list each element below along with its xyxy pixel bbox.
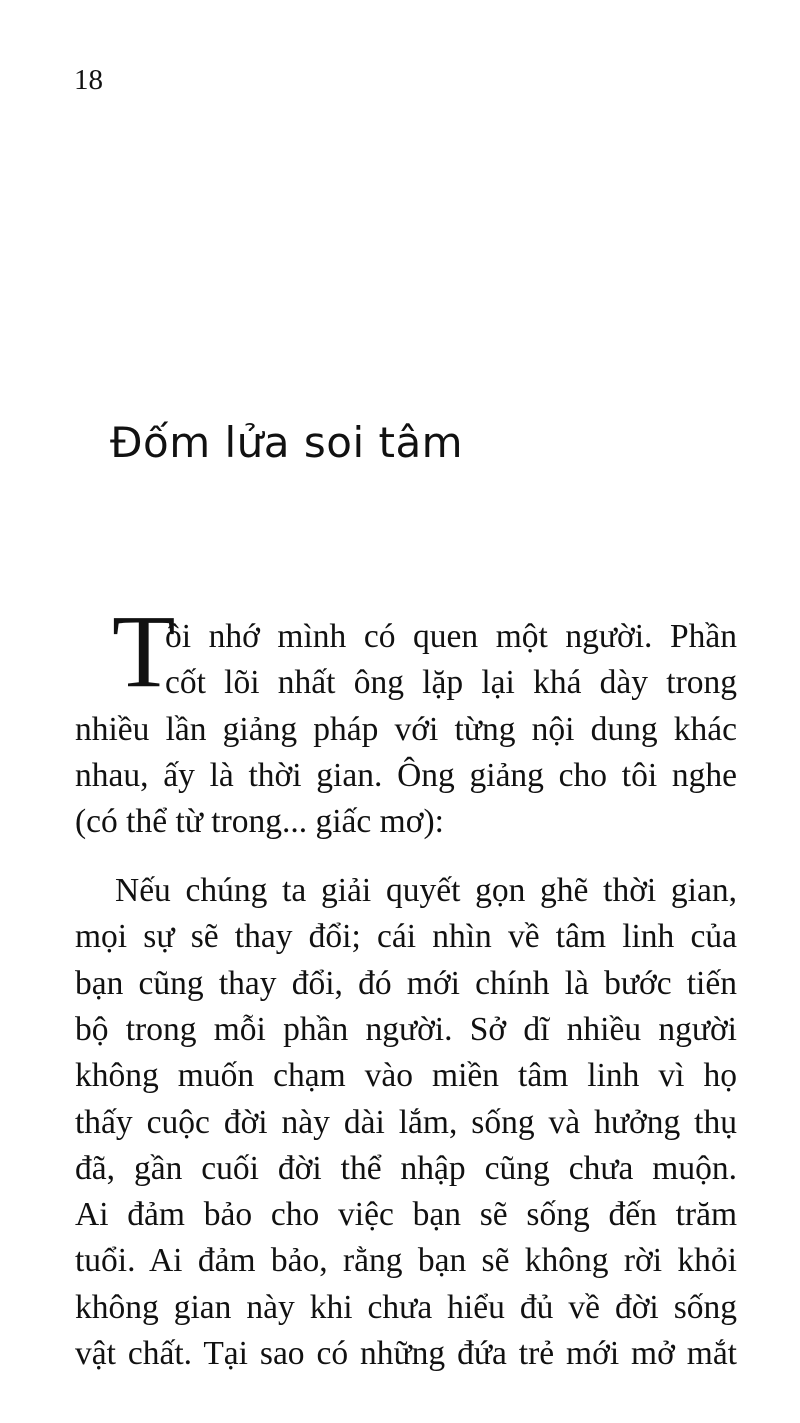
text-line: cốt lõi nhất ông lặp lại khá dày trong: [165, 664, 737, 702]
text-line: Ai đảm bảo cho việc bạn sẽ sống đến trăm: [75, 1196, 737, 1234]
text-line: thấy cuộc đời này dài lắm, sống và hưởng thụ: [75, 1103, 737, 1141]
text-line: bạn cũng thay đổi, đó mới chính là bước tiến: [75, 964, 737, 1002]
text-line: đã, gần cuối đời thể nhập cũng chưa muộn.: [75, 1149, 737, 1187]
text-line: tuổi. Ai đảm bảo, rằng bạn sẽ không rời khỏi: [75, 1242, 737, 1280]
text-line: bộ trong mỗi phần người. Sở dĩ nhiều người: [75, 1010, 737, 1048]
text-line: vật chất. Tại sao có những đứa trẻ mới mở mắt: [75, 1335, 737, 1372]
text-line: không muốn chạm vào miền tâm linh vì họ: [75, 1057, 737, 1095]
page-number: 18: [74, 64, 103, 96]
text-line: nhau, ấy là thời gian. Ông giảng cho tôi nghe: [75, 756, 737, 794]
text-line: không gian này khi chưa hiểu đủ về đời sống: [75, 1288, 737, 1326]
drop-cap: T: [112, 594, 176, 709]
chapter-title: Đốm lửa soi tâm: [110, 418, 464, 467]
text-line: ôi nhớ mình có quen một người. Phần: [165, 618, 737, 655]
text-line: nhiều lần giảng pháp với từng nội dung khác: [75, 710, 737, 748]
text-line: (có thể từ trong... giấc mơ):: [75, 803, 444, 841]
text-line: Nếu chúng ta giải quyết gọn ghẽ thời gian,: [115, 872, 737, 909]
text-line: mọi sự sẽ thay đổi; cái nhìn về tâm linh của: [75, 918, 737, 956]
